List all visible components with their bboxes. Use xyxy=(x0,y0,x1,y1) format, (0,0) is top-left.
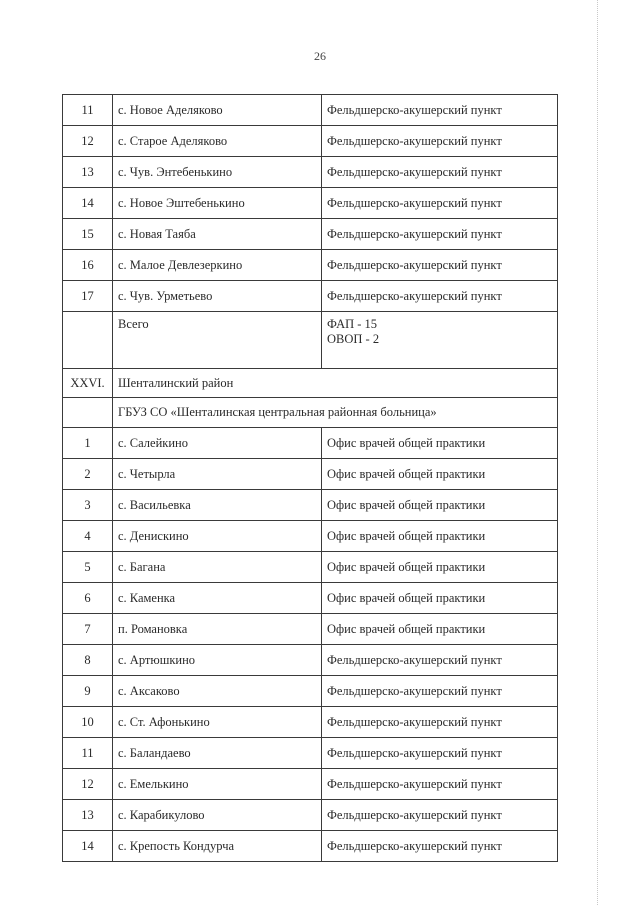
facility-type: Фельдшерско-акушерский пункт xyxy=(322,281,558,312)
facility-type: Фельдшерско-акушерский пункт xyxy=(322,219,558,250)
facility-type: Фельдшерско-акушерский пункт xyxy=(322,250,558,281)
facility-type: Фельдшерско-акушерский пункт xyxy=(322,800,558,831)
table-row xyxy=(63,188,558,219)
total-line1: ФАП - 15 xyxy=(327,317,378,331)
row-number: 12 xyxy=(63,126,113,157)
settlement-name: с. Крепость Кондурча xyxy=(113,831,322,862)
facility-type: Фельдшерско-акушерский пункт xyxy=(322,769,558,800)
table-row xyxy=(63,95,558,126)
table-row xyxy=(63,219,558,250)
facility-type: Офис врачей общей практики xyxy=(322,459,558,490)
table-row xyxy=(63,521,558,552)
facility-type: Фельдшерско-акушерский пункт xyxy=(322,645,558,676)
row-number: 3 xyxy=(63,490,113,521)
row-number: 7 xyxy=(63,614,113,645)
facility-type: Фельдшерско-акушерский пункт xyxy=(322,157,558,188)
row-number: 15 xyxy=(63,219,113,250)
facility-type: Фельдшерско-акушерский пункт xyxy=(322,738,558,769)
settlement-name: с. Салейкино xyxy=(113,428,322,459)
row-number: 10 xyxy=(63,707,113,738)
total-empty-cell xyxy=(63,312,113,369)
page-number: 26 xyxy=(314,49,326,63)
table-row xyxy=(63,250,558,281)
table-row xyxy=(63,583,558,614)
table-row xyxy=(63,800,558,831)
settlement-name: с. Артюшкино xyxy=(113,645,322,676)
settlement-name: с. Старое Аделяково xyxy=(113,126,322,157)
district-row xyxy=(63,369,558,398)
row-number: 14 xyxy=(63,188,113,219)
facilities-table-body xyxy=(63,95,558,862)
facility-type: Офис врачей общей практики xyxy=(322,583,558,614)
settlement-name: с. Четырла xyxy=(113,459,322,490)
hospital-name: ГБУЗ СО «Шенталинская центральная районная больница» xyxy=(113,398,558,428)
table-row xyxy=(63,676,558,707)
total-label: Всего xyxy=(113,312,322,369)
facility-type: Офис врачей общей практики xyxy=(322,490,558,521)
hospital-empty-cell xyxy=(63,398,113,428)
row-number: 14 xyxy=(63,831,113,862)
settlement-name: с. Емелькино xyxy=(113,769,322,800)
row-number: 4 xyxy=(63,521,113,552)
row-number: 11 xyxy=(63,95,113,126)
row-number: 16 xyxy=(63,250,113,281)
facility-type: Офис врачей общей практики xyxy=(322,521,558,552)
facility-type: Офис врачей общей практики xyxy=(322,614,558,645)
table-row xyxy=(63,738,558,769)
settlement-name: с. Чув. Энтебенькино xyxy=(113,157,322,188)
row-number: 8 xyxy=(63,645,113,676)
table-row xyxy=(63,831,558,862)
total-row xyxy=(63,312,558,369)
facility-type: Офис врачей общей практики xyxy=(322,552,558,583)
row-number: 17 xyxy=(63,281,113,312)
row-number: 12 xyxy=(63,769,113,800)
row-number: 5 xyxy=(63,552,113,583)
table-row xyxy=(63,552,558,583)
table-row xyxy=(63,645,558,676)
row-number: 2 xyxy=(63,459,113,490)
table-row xyxy=(63,459,558,490)
settlement-name: с. Ст. Афонькино xyxy=(113,707,322,738)
row-number: 1 xyxy=(63,428,113,459)
hospital-row xyxy=(63,398,558,428)
margin-line xyxy=(597,0,598,905)
settlement-name: с. Чув. Урметьево xyxy=(113,281,322,312)
facility-type: Офис врачей общей практики xyxy=(322,428,558,459)
facility-type: Фельдшерско-акушерский пункт xyxy=(322,831,558,862)
facility-type: Фельдшерско-акушерский пункт xyxy=(322,676,558,707)
settlement-name: с. Багана xyxy=(113,552,322,583)
row-number: 9 xyxy=(63,676,113,707)
facility-type: Фельдшерско-акушерский пункт xyxy=(322,707,558,738)
settlement-name: с. Новое Аделяково xyxy=(113,95,322,126)
settlement-name: с. Новая Таяба xyxy=(113,219,322,250)
table-row xyxy=(63,157,558,188)
total-line2: ОВОП - 2 xyxy=(327,332,380,346)
table-row xyxy=(63,126,558,157)
row-number: 11 xyxy=(63,738,113,769)
district-name: Шенталинский район xyxy=(113,369,558,398)
table-row xyxy=(63,490,558,521)
settlement-name: с. Баландаево xyxy=(113,738,322,769)
settlement-name: с. Карабикулово xyxy=(113,800,322,831)
settlement-name: с. Каменка xyxy=(113,583,322,614)
row-number: 13 xyxy=(63,157,113,188)
row-number: 6 xyxy=(63,583,113,614)
settlement-name: с. Денискино xyxy=(113,521,322,552)
settlement-name: с. Васильевка xyxy=(113,490,322,521)
facilities-table xyxy=(62,94,558,862)
table-row xyxy=(63,769,558,800)
row-number: 13 xyxy=(63,800,113,831)
facility-type: Фельдшерско-акушерский пункт xyxy=(322,95,558,126)
settlement-name: с. Новое Эштебенькино xyxy=(113,188,322,219)
settlement-name: с. Аксаково xyxy=(113,676,322,707)
facility-type: Фельдшерско-акушерский пункт xyxy=(322,188,558,219)
table-row xyxy=(63,281,558,312)
facility-type: Фельдшерско-акушерский пункт xyxy=(322,126,558,157)
table-row xyxy=(63,707,558,738)
district-number: XXVI. xyxy=(63,369,113,398)
settlement-name: п. Романовка xyxy=(113,614,322,645)
table-row xyxy=(63,614,558,645)
total-values xyxy=(322,312,558,369)
table-row xyxy=(63,428,558,459)
settlement-name: с. Малое Девлезеркино xyxy=(113,250,322,281)
